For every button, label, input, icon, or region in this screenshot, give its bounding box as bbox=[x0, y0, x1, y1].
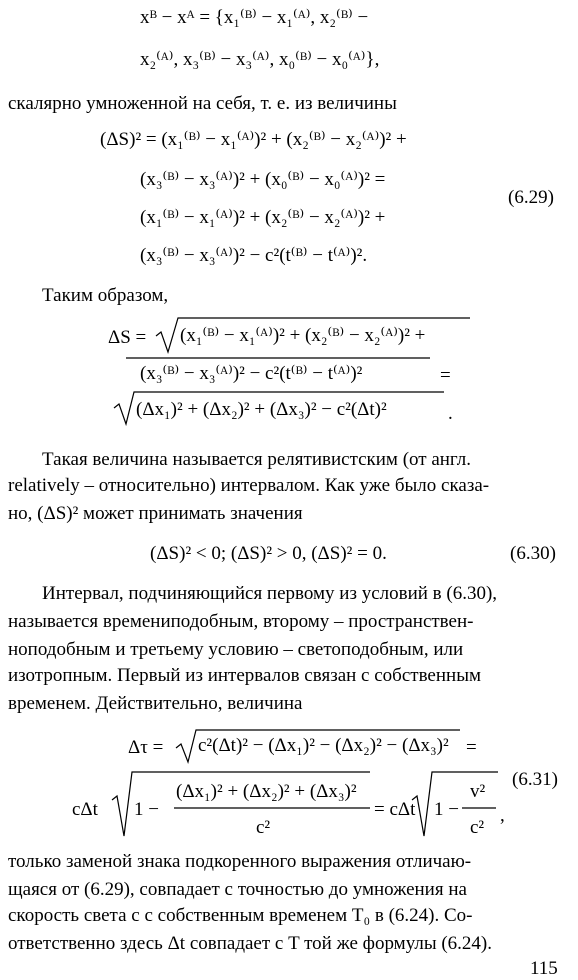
equation-delta-s-line-3: (Δx₁)² + (Δx₂)² + (Δx₃)² − c²(Δt)² bbox=[136, 399, 387, 420]
paragraph-line: изотропным. Первый из интервалов связан с собственным bbox=[8, 665, 481, 686]
equation-delta-s-line-1: (x₁⁽ᴮ⁾ − x₁⁽ᴬ⁾)² + (x₂⁽ᴮ⁾ − x₂⁽ᴬ⁾)² + bbox=[180, 325, 426, 346]
equation-6-29-line-3: (x₁⁽ᴮ⁾ − x₁⁽ᴬ⁾)² + (x₂⁽ᴮ⁾ − x₂⁽ᴬ⁾)² + bbox=[140, 207, 386, 228]
paragraph-line: щаяся от (6.29), совпадает с точностью до умножения на bbox=[8, 879, 467, 900]
paragraph-line: но, (ΔS)² может принимать значения bbox=[8, 503, 303, 524]
equation-end-comma: , bbox=[500, 805, 505, 826]
equation-6-29-line-4: (x₃⁽ᴮ⁾ − x₃⁽ᴬ⁾)² − c²(t⁽ᴮ⁾ − t⁽ᴬ⁾)². bbox=[140, 245, 368, 266]
paragraph-line: скорость света c с собственным временем T₀ в (6.24). Со- bbox=[8, 905, 473, 926]
page-number: 115 bbox=[530, 958, 558, 979]
equation-6-30: (ΔS)² < 0; (ΔS)² > 0, (ΔS)² = 0. bbox=[150, 543, 387, 564]
paragraph-line: только заменой знака подкоренного выражения отличаю- bbox=[8, 851, 472, 872]
paragraph-line: временем. Действительно, величина bbox=[8, 693, 303, 714]
equation-one-minus-2: 1 − bbox=[434, 799, 459, 820]
equation-c-delta-t: cΔt bbox=[72, 799, 98, 820]
equation-number-6-30: (6.30) bbox=[510, 543, 556, 564]
paragraph-line: ответственно здесь Δt совпадает с T той же формулы (6.24). bbox=[8, 933, 493, 954]
equation-delta-tau-lhs: Δτ = bbox=[128, 737, 164, 758]
paragraph-line: relatively – относительно) интервалом. Как уже было сказа- bbox=[8, 475, 490, 496]
equation-6-29-line-1: (ΔS)² = (x₁⁽ᴮ⁾ − x₁⁽ᴬ⁾)² + (x₂⁽ᴮ⁾ − x₂⁽ᴬ⁾)² + bbox=[100, 129, 407, 150]
equation-delta-s-end: . bbox=[448, 403, 453, 424]
equation-delta-s-lhs: ΔS = bbox=[108, 327, 147, 348]
text-line: Таким образом, bbox=[42, 285, 169, 306]
equation-c-squared: c² bbox=[470, 817, 485, 838]
equation-6-29-line-2: (x₃⁽ᴮ⁾ − x₃⁽ᴬ⁾)² + (x₀⁽ᴮ⁾ − x₀⁽ᴬ⁾)² = bbox=[140, 169, 386, 190]
equation-top-line-2: x₂⁽ᴬ⁾, x₃⁽ᴮ⁾ − x₃⁽ᴬ⁾, x₀⁽ᴮ⁾ − x₀⁽ᴬ⁾}, bbox=[140, 49, 380, 70]
paragraph-line: ноподобным и третьему условию – светоподобным, или bbox=[8, 639, 464, 660]
equation-number-6-29: (6.29) bbox=[508, 187, 554, 208]
equation-equals-c-delta-t: = cΔt bbox=[374, 799, 416, 820]
equation-top-line-1: xᴮ − xᴬ = {x₁⁽ᴮ⁾ − x₁⁽ᴬ⁾, x₂⁽ᴮ⁾ − bbox=[140, 7, 369, 28]
equation-delta-s-line-2: (x₃⁽ᴮ⁾ − x₃⁽ᴬ⁾)² − c²(t⁽ᴮ⁾ − t⁽ᴬ⁾)² bbox=[140, 363, 363, 384]
equation-one-minus: 1 − bbox=[134, 799, 159, 820]
paragraph-line: называется времениподобным, второму – пространствен- bbox=[8, 611, 474, 632]
paragraph-line: Такая величина называется релятивистским (от англ. bbox=[42, 449, 471, 470]
equation-number-6-31: (6.31) bbox=[512, 769, 558, 790]
text-line: скалярно умноженной на себя, т. е. из величины bbox=[8, 93, 397, 114]
paragraph-line: Интервал, подчиняющийся первому из условий в (6.30), bbox=[42, 583, 498, 604]
equation-fraction-numerator: (Δx₁)² + (Δx₂)² + (Δx₃)² bbox=[176, 781, 357, 802]
equation-delta-tau-radicand: c²(Δt)² − (Δx₁)² − (Δx₂)² − (Δx₃)² bbox=[198, 735, 449, 756]
equation-delta-s-equals: = bbox=[440, 365, 451, 386]
equation-v-squared: v² bbox=[470, 781, 486, 802]
equation-fraction-denominator: c² bbox=[256, 817, 271, 838]
equation-delta-tau-equals: = bbox=[466, 737, 477, 758]
